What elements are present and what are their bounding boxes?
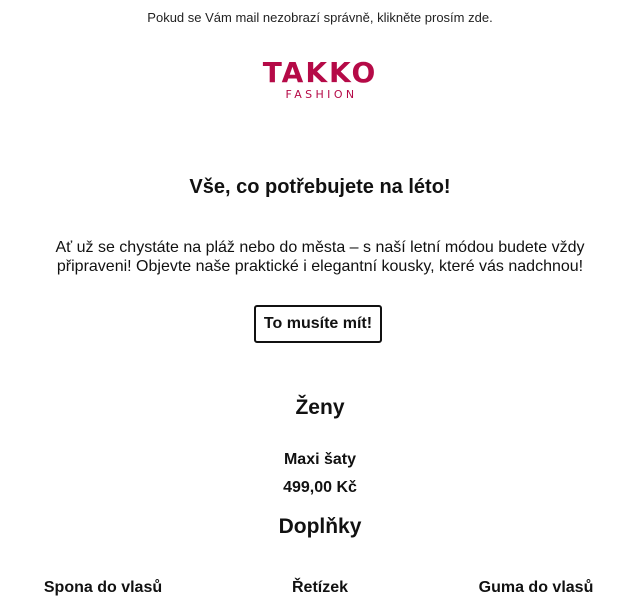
logo-subtitle: FASHION [285,88,358,101]
accessory-necklace[interactable]: Řetízek [291,579,349,596]
preheader-link[interactable] [0,10,640,26]
accessory-hair-clip[interactable]: Spona do vlasů [43,579,163,596]
must-have-button-label: To musíte mít! [263,315,373,332]
preheader-text[interactable]: Pokud se Vám mail nezobrazí správně, klikněte prosím zde. [147,10,493,25]
takko-logo[interactable] [0,58,640,101]
logo-wordmark: TAKKO [262,56,378,89]
must-have-button[interactable] [254,305,382,343]
hero-intro-text: Ať už se chystáte na pláž nebo do města – s naší letní módou budete vždy připraveni! Objevte naše praktické i elegantní kousky, které vás nadchnou! [55,239,585,275]
product-name-maxi-dress[interactable]: Maxi šaty [283,451,357,468]
hero-headline: Vše, co potřebujete na léto! [189,176,451,198]
accessories-row [0,578,640,598]
accessory-hair-tie[interactable]: Guma do vlasů [478,579,594,596]
product-price-maxi-dress: 499,00 Kč [283,479,357,496]
section-title-accessories: Doplňky [278,515,362,538]
section-title-women: Ženy [295,396,345,419]
